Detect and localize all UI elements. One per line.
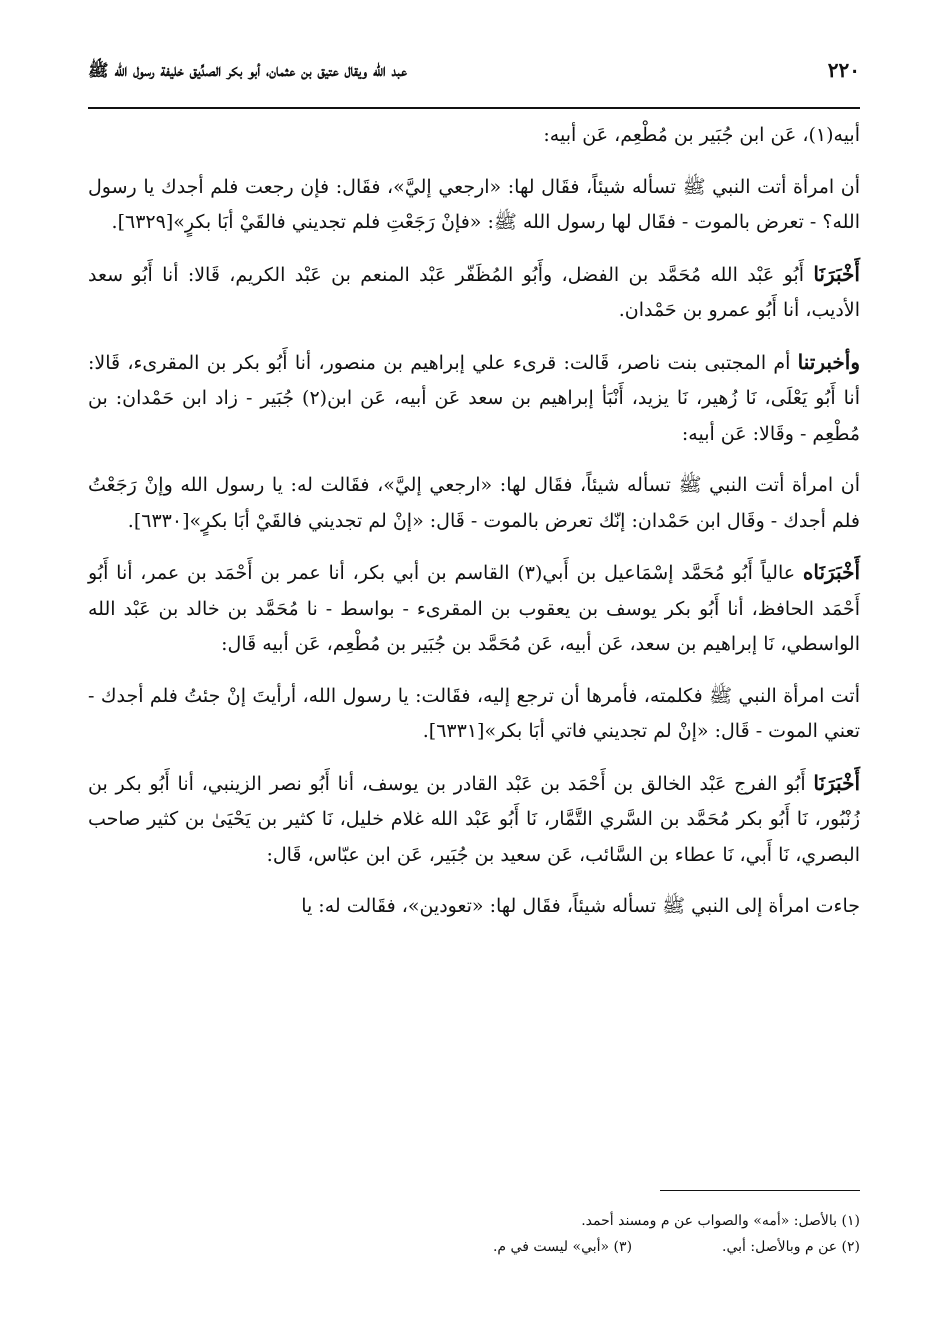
footnote: (٣) «أبي» ليست في م. <box>492 1239 633 1255</box>
page-header <box>88 52 860 102</box>
paragraph <box>88 555 860 663</box>
paragraph-text: عالياً أَبُو مُحَمَّد إسْمَاعيل بن أَبي(٣) القاسم بن أبي بكر، أنا عمر بن أَحْمَد بن عمر، أنا أَبُو أَحْمَد الحافظ، أنا أَبُو بكر يوسف بن يعقوب بن المقرىء - بواسط - نا مُحَمَّد بن خالد بن عَبْد الله الواسطي، نَا إبراهيم بن سعد، عَن أبيه، عَن مُحَمَّد بن جُبَير بن مُطْعِم، عَن أبيه قَال: <box>88 562 861 655</box>
paragraph-text: أن امرأة أتت النبي ﷺ تسأله شيئاً، فقَال لها: «ارجعي إليَّ»، فقَالت له: يا رسول الله وإنْ رَجَعْتُ فلم أجدك - وقَال ابن حَمْدان: إنّك تعرض بالموت - قَال: «إنْ لم تجديني فالقَيْ أبَا بكرٍ»[٦٣٣٠]. <box>88 474 860 532</box>
paragraph <box>88 118 860 154</box>
footnotes <box>88 1208 860 1260</box>
paragraph-text: أم المجتبى بنت ناصر، قَالت: قرىء علي إبراهيم بن منصور، أنا أَبُو بكر بن المقرىء، قَالا: أنا أَبُو يَعْلَى، نَا زُهير، نَا يزيد، أَنْبَأ إبراهيم بن سعد عَن أبيه، عَن ابن(٢) جُبَير - زاد ابن حَمْدان: بن مُطْعِم - وقَالا: عَن أبيه: <box>88 351 860 445</box>
paragraph-text: أن امرأة أتت النبي ﷺ تسأله شيئاً، فقَال لها: «ارجعي إليَّ»، فقَال: فإن رجعت فلم أجدك يا رسول الله؟ - تعرض بالموت - فقَال لها رسول الله ﷺ: «فإنْ رَجَعْتِ فلم تجديني فالقَيْ أبَا بكرٍ»[٦٣٢٩]. <box>88 175 860 233</box>
paragraph <box>88 170 860 241</box>
footnote: (١) بالأصل: «أمه» والصواب عن م ومسند أحمد. <box>581 1213 860 1229</box>
paragraph-text: أتت امرأة النبي ﷺ فكلمته، فأمرها أن ترجع إليه، فقَالت: يا رسول الله، أرأيتَ إنْ جئتُ فلم أجدك - تعني الموت - قَال: «إنْ لم تجديني فاتي أبَا بكر»[٦٣٣١]. <box>88 684 860 742</box>
running-title: عبد الله ويقال عتيق بن عثمان، أبو بكر الصدِّيق خليفة رسول الله ﷺ <box>88 61 407 81</box>
paragraph-text: جاءت امرأة إلى النبي ﷺ تسأله شيئاً، فقَال لها: «تعودين»، فقَالت له: يا <box>301 895 860 917</box>
paragraph-text: أبيه(١)، عَن ابن جُبَير بن مُطْعِم، عَن أبيه: <box>543 124 860 146</box>
paragraph-lead: أَخْبَرَنَاه <box>802 560 861 584</box>
paragraph <box>88 257 860 329</box>
paragraph <box>88 766 860 874</box>
footnote-rule <box>660 1190 860 1191</box>
paragraph-lead: وأخبرتنا <box>797 349 860 374</box>
paragraph-text: أَبُو عَبْد الله مُحَمَّد بن الفضل، وأَبُو المُظَفّر عَبْد المنعم بن عَبْد الكريم، قَالا: أنا أَبُو سعد الأديب، أنا أَبُو عمرو بن حَمْدان. <box>88 263 860 321</box>
paragraph-text: أَبُو الفرج عَبْد الخالق بن أَحْمَد بن عَبْد القادر بن يوسف، أنا أَبُو نصر الزينبي، أنا أَبُو بكر بن زُنْبُور، نَا أَبُو بكر مُحَمَّد بن السَّري التَّمَّار، نَا أَبُو عَبْد الله غلام خليل، نَا كثير بن يَحْيَىٰ بن كثير صاحب البصري، نَا أَبي، نَا عطاء بن السَّائب، عَن سعيد بن جُبَير، عَن ابن عبّاس، قَال: <box>88 772 860 866</box>
page-number: ٢٢٠ <box>827 58 860 82</box>
footnote-row <box>88 1234 860 1260</box>
paragraph <box>88 679 860 750</box>
header-rule <box>88 107 860 109</box>
main-text <box>88 118 860 941</box>
paragraph <box>88 889 860 925</box>
footnote: (٢) عن م وبالأصل: أبي. <box>722 1239 860 1255</box>
paragraph-lead: أَخْبَرَنَا <box>813 770 860 795</box>
paragraph-lead: أَخْبَرَنَا <box>813 261 860 286</box>
paragraph <box>88 345 860 453</box>
paragraph <box>88 468 860 539</box>
